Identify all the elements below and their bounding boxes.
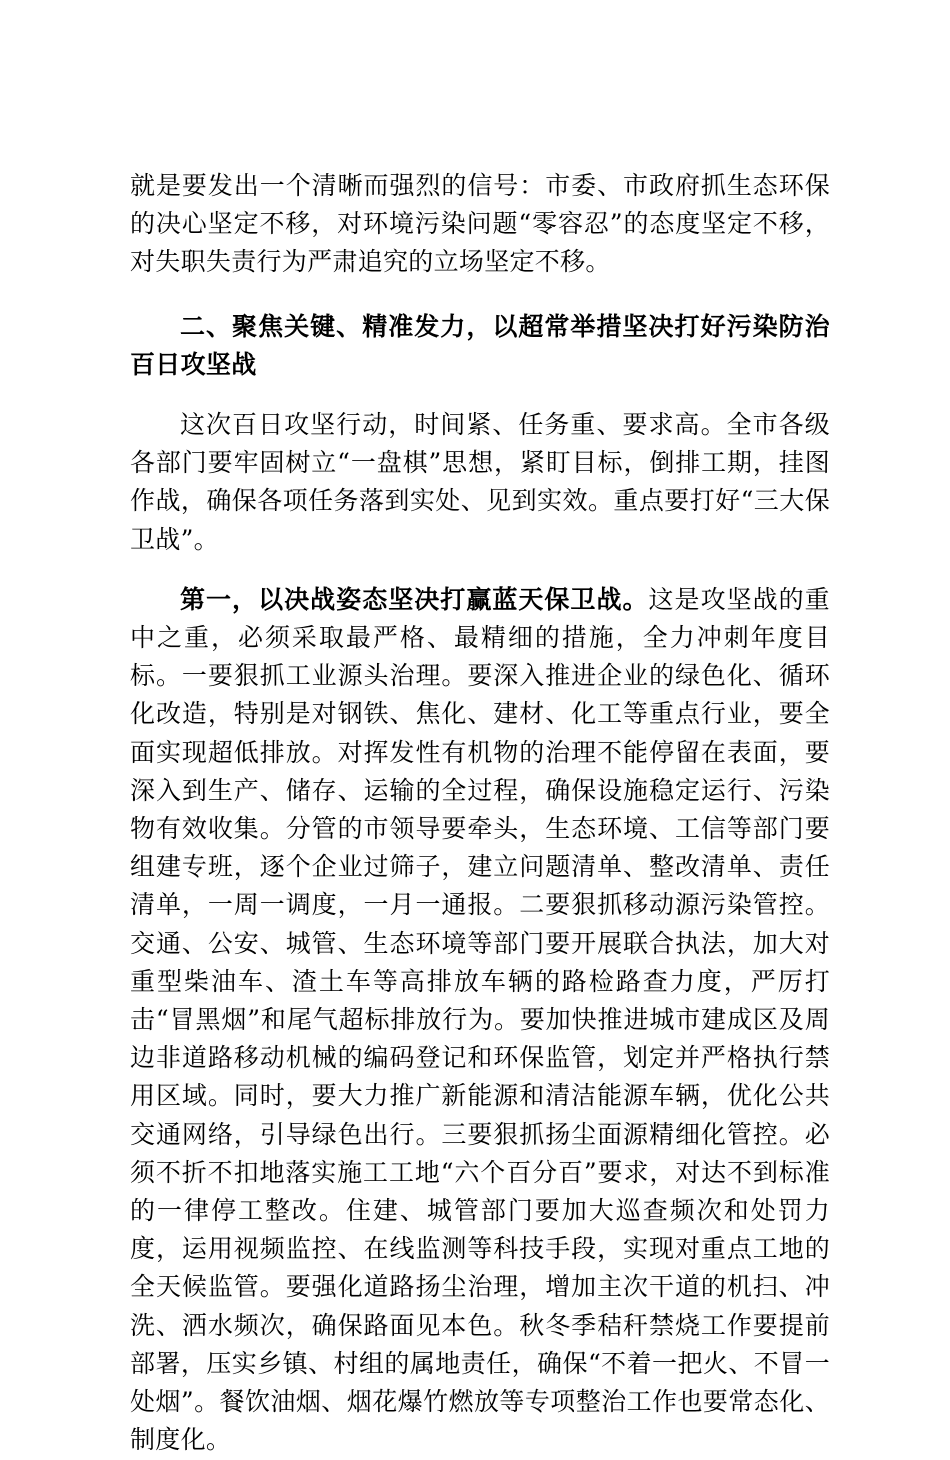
- paragraph-continuation: 就是要发出一个清晰而强烈的信号：市委、市政府抓生态环保的决心坚定不移，对环境污染问题“零容忍”的态度坚定不移，对失职失责行为严肃追究的立场坚定不移。: [130, 171, 830, 277]
- paragraph-intro: 这次百日攻坚行动，时间紧、任务重、要求高。全市各级各部门要牢固树立“一盘棋”思想，紧盯目标，倒排工期，挂图作战，确保各项任务落到实处、见到实效。重点要打好“三大保卫战”。: [130, 410, 830, 554]
- document-body: [130, 167, 830, 1460]
- paragraph-body-text: 这是攻坚战的重中之重，必须采取最严格、最精细的措施，全力冲刺年度目标。一要狠抓工业源头治理。要深入推进企业的绿色化、循环化改造，特别是对钢铁、焦化、建材、化工等重点行业，要全面实现超低排放。对挥发性有机物的治理不能停留在表面，要深入到生产、储存、运输的全过程，确保设施稳定运行、污染物有效收集。分管的市领导要牵头，生态环境、工信等部门要组建专班，逐个企业过筛子，建立问题清单、整改清单、责任清单，一周一调度，一月一通报。二要狠抓移动源污染管控。交通、公安、城管、生态环境等部门要开展联合执法，加大对重型柴油车、渣土车等高排放车辆的路检路查力度，严厉打击“冒黑烟”和尾气超标排放行为。要加快推进城市建成区及周边非道路移动机械的编码登记和环保监管，划定并严格执行禁用区域。同时，要大力推广新能源和清洁能源车辆，优化公共交通网络，引导绿色出行。三要狠抓扬尘面源精细化管控。必须不折不扣地落实施工工地“六个百分百”要求，对达不到标准的一律停工整改。住建、城管部门要加大巡查频次和处罚力度，运用视频监控、在线监测等科技手段，实现对重点工地的全天候监管。要强化道路扬尘治理，增加主次干道的机扫、冲洗、洒水频次，确保路面见本色。秋冬季秸秆禁烧工作要提前部署，压实乡镇、村组的属地责任，确保“不着一把火、不冒一处烟”。餐饮油烟、烟花爆竹燃放等专项整治工作也要常态化、制度化。: [130, 584, 830, 1455]
- section-heading: 二、聚焦关键、精准发力，以超常举措坚决打好污染防治百日攻坚战: [130, 311, 830, 379]
- paragraph-lead-sentence: 第一，以决战姿态坚决打赢蓝天保卫战。: [180, 584, 649, 614]
- paragraph-blue-sky: [130, 581, 830, 1460]
